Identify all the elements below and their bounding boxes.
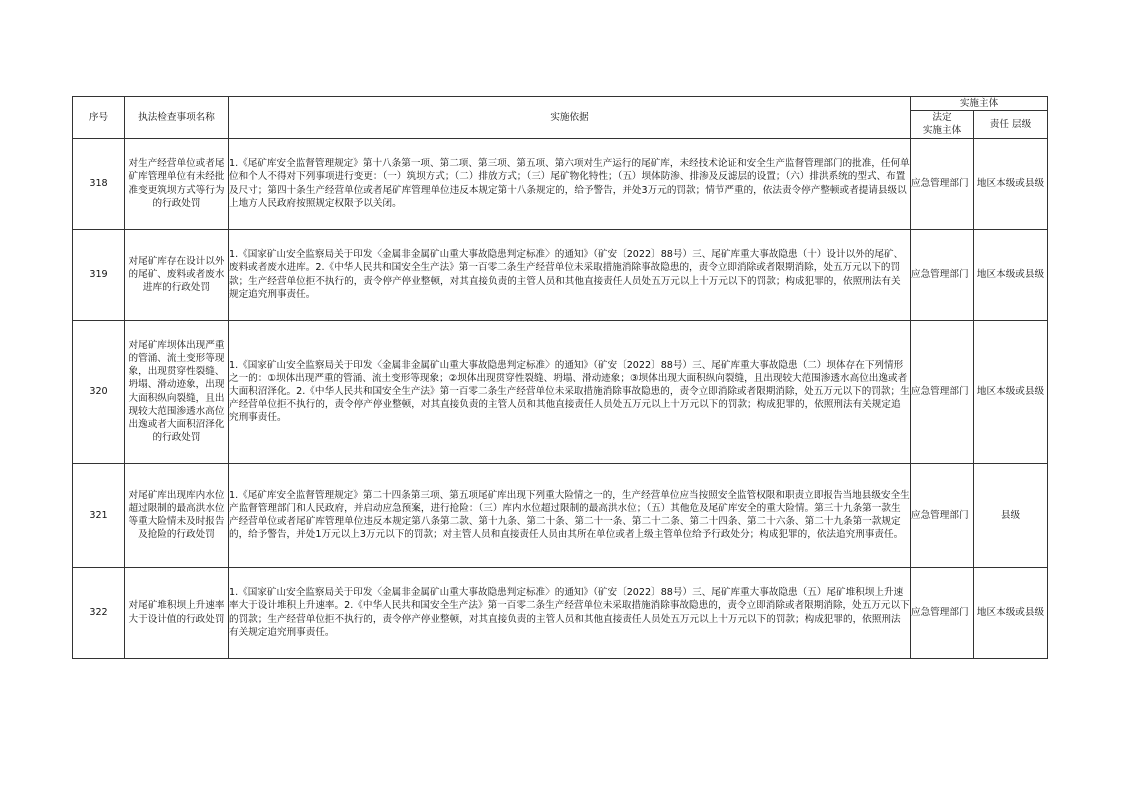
item-name: 对生产经营单位或者尾矿库管理单位有未经批准变更筑坝方式等行为的行政处罚 [125,138,229,229]
legal-basis: 1.《国家矿山安全监察局关于印发〈金属非金属矿山重大事故隐患判定标准〉的通知》（矿安〔2022〕88号）三、尾矿库重大事故隐患（二）坝体存在下列情形之一的：①坝体出现严重的管涌、流土变形等现象；②坝体出现贯穿性裂缝、坍塌、滑动迹象；③坝体出现大面积纵向裂缝，且出现较大范围渗透水高位出逸或者大面积沼泽化。2.《中华人民共和国安全生产法》第一百零二条生产经营单位未采取措施消除事故隐患的，责令立即消除或者限期消除，处五万元以下的罚款；生产经营单位拒不执行的，责令停产停业整顿，对其直接负责的主管人员和其他直接责任人员处五万元以上十万元以下的罚款；构成犯罪的，依照刑法有关规定追究刑事责任。 [229,320,911,463]
row-number: 322 [73,567,125,658]
responsibility-level: 地区本级或县级 [974,320,1048,463]
enforcement-table [72,96,1048,659]
row-number: 321 [73,463,125,567]
responsibility-level: 县级 [974,463,1048,567]
legal-basis: 1.《尾矿库安全监督管理规定》第十八条第一项、第二项、第三项、第五项、第六项对生产运行的尾矿库，未经技术论证和安全生产监督管理部门的批准，任何单位和个人不得对下列事项进行变更：（一）筑坝方式；（二）排放方式；（三）尾矿物化特性；（五）坝体防渗、排渗及反滤层的设置；（六）排洪系统的型式、布置及尺寸；第四十条生产经营单位或者尾矿库管理单位违反本规定第十八条规定的，给予警告，并处3万元的罚款；情节严重的，依法责令停产整顿或者提请县级以上地方人民政府按照规定权限予以关闭。 [229,138,911,229]
row-number: 318 [73,138,125,229]
legal-basis: 1.《国家矿山安全监察局关于印发〈金属非金属矿山重大事故隐患判定标准〉的通知》（矿安〔2022〕88号）三、尾矿库重大事故隐患（十）设计以外的尾矿、废料或者废水进库。2.《中华人民共和国安全生产法》第一百零二条生产经营单位未采取措施消除事故隐患的，责令立即消除或者限期消除，处五万元以下的罚款；生产经营单位拒不执行的，责令停产停业整顿，对其直接负责的主管人员和其他直接责任人员处五万元以上十万元以下的罚款；构成犯罪的，依照刑法有关规定追究刑事责任。 [229,229,911,320]
table-row [73,320,1048,463]
header-statutory-subject [911,111,974,138]
statutory-subject: 应急管理部门 [911,229,974,320]
header-responsibility-level: 责任 层级 [974,111,1048,138]
header-statutory-line1: 法定 [932,112,952,124]
item-name: 对尾矿库出现库内水位超过限制的最高洪水位等重大险情未及时报告及抢险的行政处罚 [125,463,229,567]
item-name: 对尾矿库坝体出现严重的管涌、流土变形等现象，出现贯穿性裂缝、坍塌、滑动迹象，出现大面积纵向裂缝，且出现较大范围渗透水高位出逸或者大面积沼泽化的行政处罚 [125,320,229,463]
statutory-subject: 应急管理部门 [911,138,974,229]
item-name: 对尾矿库存在设计以外的尾矿、废料或者废水进库的行政处罚 [125,229,229,320]
row-number: 319 [73,229,125,320]
responsibility-level: 地区本级或县级 [974,138,1048,229]
table-row [73,138,1048,229]
header-basis: 实施依据 [229,97,911,139]
header-item-name: 执法检查事项名称 [125,97,229,139]
legal-basis: 1.《国家矿山安全监察局关于印发〈金属非金属矿山重大事故隐患判定标准〉的通知》（矿安〔2022〕88号）三、尾矿库重大事故隐患（五）尾矿堆积坝上升速率大于设计堆积上升速率。2.《中华人民共和国安全生产法》第一百零二条生产经营单位未采取措施消除事故隐患的，责令立即消除或者限期消除，处五万元以下的罚款；生产经营单位拒不执行的，责令停产停业整顿，对其直接负责的主管人员和其他直接责任人员处五万元以上十万元以下的罚款；构成犯罪的，依照刑法有关规定追究刑事责任。 [229,567,911,658]
responsibility-level: 地区本级或县级 [974,229,1048,320]
header-row-1 [73,97,1048,111]
item-name: 对尾矿堆积坝上升速率大于设计值的行政处罚 [125,567,229,658]
legal-basis: 1.《尾矿库安全监督管理规定》第二十四条第三项、第五项尾矿库出现下列重大险情之一的，生产经营单位应当按照安全监管权限和职责立即报告当地县级安全生产监督管理部门和人民政府，并启动应急预案，进行抢险：（三）库内水位超过限制的最高洪水位；（五）其他危及尾矿库安全的重大险情。第三十九条第一款生产经营单位或者尾矿库管理单位违反本规定第八条第二款、第十九条、第二十条、第二十一条、第二十二条、第二十四条、第二十六条、第二十九条第一款规定的，给予警告，并处1万元以上3万元以下的罚款；对主管人员和直接责任人员由其所在单位或者上级主管单位给予行政处分；构成犯罪的，依法追究刑事责任。 [229,463,911,567]
header-subject: 实施主体 [911,97,1048,111]
statutory-subject: 应急管理部门 [911,567,974,658]
statutory-subject: 应急管理部门 [911,320,974,463]
header-statutory-line2: 实施主体 [922,125,962,137]
row-number: 320 [73,320,125,463]
table-row [73,567,1048,658]
header-no: 序号 [73,97,125,139]
table-row [73,463,1048,567]
responsibility-level: 地区本级或县级 [974,567,1048,658]
table-row [73,229,1048,320]
statutory-subject: 应急管理部门 [911,463,974,567]
